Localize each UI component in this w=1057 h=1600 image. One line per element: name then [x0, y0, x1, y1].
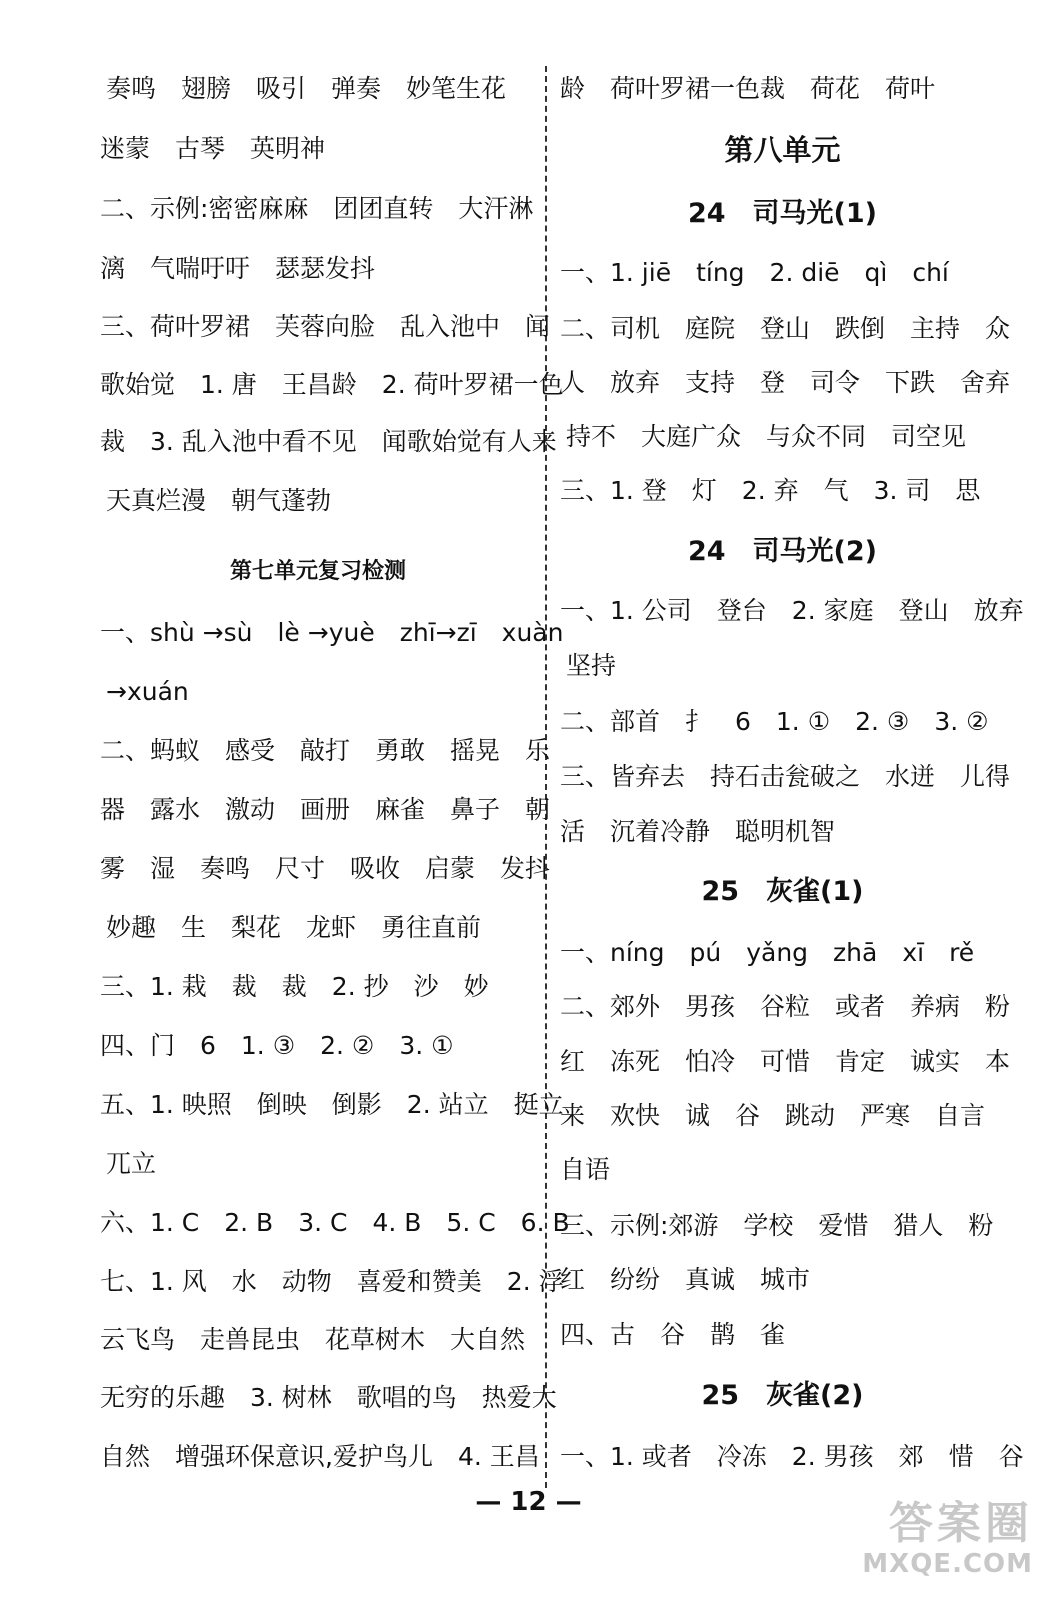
answer-line: 无穷的乐趣 3. 树林 歌唱的鸟 热爱大 — [100, 1383, 557, 1412]
answer-line: 活 沉着冷静 聪明机智 — [560, 817, 836, 846]
answer-line: 二、部首 扌 6 1. ① 2. ③ 3. ② — [560, 707, 989, 736]
answer-line: 坚持 — [566, 651, 617, 680]
answer-line: 四、古 谷 鹊 雀 — [560, 1320, 786, 1349]
answer-line: 来 欢快 诚 谷 跳动 严寒 自言 — [560, 1101, 986, 1130]
answer-line: 五、1. 映照 倒映 倒影 2. 站立 挺立 — [100, 1090, 564, 1119]
answer-line: 一、níng pú yǎng zhā xī rě — [560, 938, 975, 967]
answer-line: 天真烂漫 朝气蓬勃 — [106, 486, 332, 515]
answer-line: →xuán — [106, 677, 189, 706]
answer-line: 三、1. 栽 裁 裁 2. 抄 沙 妙 — [100, 972, 489, 1001]
answer-line: 三、1. 登 灯 2. 弃 气 3. 司 思 — [560, 476, 981, 505]
lesson-title: 25 灰雀(1) — [701, 876, 864, 907]
page-number: — 12 — — [475, 1487, 582, 1517]
answer-line: 迷蒙 古琴 英明神 — [100, 134, 326, 163]
answer-line: 龄 荷叶罗裙一色裁 荷花 荷叶 — [560, 74, 936, 103]
answer-line: 三、示例:郊游 学校 爱惜 猎人 粉 — [560, 1211, 994, 1240]
answer-line: 二、蚂蚁 感受 敲打 勇敢 摇晃 乐 — [100, 736, 551, 765]
answer-line: 漓 气喘吁吁 瑟瑟发抖 — [100, 254, 376, 283]
answer-line: 二、郊外 男孩 谷粒 或者 养病 粉 — [560, 992, 1011, 1021]
answer-line: 一、1. 或者 冷冻 2. 男孩 郊 惜 谷 — [560, 1442, 1024, 1471]
answer-line: 兀立 — [106, 1149, 157, 1178]
answer-line: 云飞鸟 走兽昆虫 花草树木 大自然 — [100, 1325, 526, 1354]
answer-line: 歌始觉 1. 唐 王昌龄 2. 荷叶罗裙一色 — [100, 370, 564, 399]
watermark-text: 答案圈 — [889, 1498, 1033, 1549]
answer-line: 奏鸣 翅膀 吸引 弹奏 妙笔生花 — [106, 74, 507, 103]
answer-line: 红 纷纷 真诚 城市 — [560, 1265, 811, 1294]
answer-line: 二、司机 庭院 登山 跌倒 主持 众 — [560, 314, 1011, 343]
answer-line: 三、皆弃去 持石击瓮破之 水迸 儿得 — [560, 762, 1011, 791]
answer-line: 器 露水 激动 画册 麻雀 鼻子 朝 — [100, 795, 551, 824]
answer-line: 雾 湿 奏鸣 尺寸 吸收 启蒙 发抖 — [100, 854, 551, 883]
answer-line: 红 冻死 怕冷 可惜 肯定 诚实 本 — [560, 1047, 1011, 1076]
answer-line: 一、1. 公司 登台 2. 家庭 登山 放弃 — [560, 596, 1024, 625]
answer-line: 一、1. jiē tíng 2. diē qì chí — [560, 258, 949, 287]
watermark-url: MXQE.COM — [862, 1549, 1033, 1579]
answer-line: 四、门 6 1. ③ 2. ② 3. ① — [100, 1031, 454, 1060]
answer-line: 裁 3. 乱入池中看不见 闻歌始觉有人来 — [100, 427, 557, 456]
answer-line: 七、1. 风 水 动物 喜爱和赞美 2. 浮 — [100, 1267, 564, 1296]
answer-line: 六、1. C 2. B 3. C 4. B 5. C 6. B — [100, 1208, 570, 1237]
lesson-title: 24 司马光(1) — [687, 198, 878, 229]
answer-line: 三、荷叶罗裙 芙蓉向脸 乱入池中 闻 — [100, 312, 551, 341]
answer-line: 持不 大庭广众 与众不同 司空见 — [566, 422, 967, 451]
section-title: 第七单元复习检测 — [229, 559, 406, 584]
watermark-logo — [813, 1500, 1033, 1592]
answer-line: 自语 — [560, 1155, 611, 1184]
answer-line: 自然 增强环保意识,爱护鸟儿 4. 王昌 — [100, 1442, 540, 1471]
unit-title: 第八单元 — [724, 133, 841, 167]
lesson-title: 25 灰雀(2) — [701, 1380, 864, 1411]
answer-line: 一、shù →sù lè →yuè zhī→zī xuàn — [100, 618, 564, 647]
answer-line: 妙趣 生 梨花 龙虾 勇往直前 — [106, 913, 482, 942]
lesson-title: 24 司马光(2) — [687, 536, 878, 567]
answer-line: 二、示例:密密麻麻 团团直转 大汗淋 — [100, 194, 534, 223]
answer-line: 人 放弃 支持 登 司令 下跌 舍弃 — [560, 368, 1011, 397]
